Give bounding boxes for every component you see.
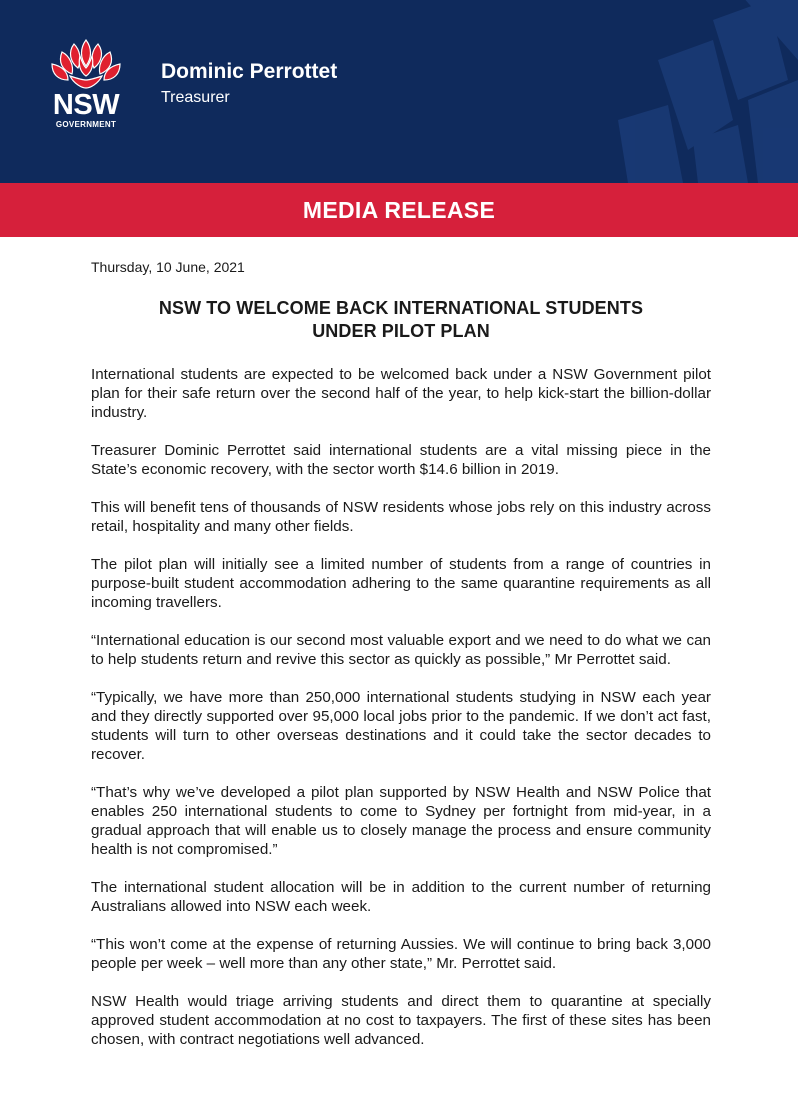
body-paragraph: The pilot plan will initially see a limited number of students from a range of countries in purpose-built student accommodation adhering to the same quarantine requirements as all incoming travellers.: [91, 556, 711, 611]
minister-name: Dominic Perrottet: [161, 60, 338, 83]
body-paragraph: The international student allocation will be in addition to the current number of returning Australians allowed into NSW each week.: [91, 879, 711, 915]
release-headline: [87, 297, 715, 343]
body-paragraph: NSW Health would triage arriving students and direct them to quarantine at specially approved student accommodation at no cost to taxpayers. The first of these sites has been chosen, with contract negotiations well advanced.: [91, 993, 711, 1048]
body-paragraph: Treasurer Dominic Perrottet said international students are a vital missing piece in the State’s economic recovery, with the sector worth $14.6 billion in 2019.: [91, 442, 711, 478]
waratah-icon: [40, 36, 132, 92]
banner-label: MEDIA RELEASE: [302, 196, 496, 223]
release-body: [91, 258, 711, 1068]
logo-subtext: GOVERNMENT: [55, 120, 117, 129]
release-date: Thursday, 10 June, 2021: [91, 259, 245, 275]
body-paragraph: “International education is our second most valuable export and we need to do what we can to help students return and revive this sector as quickly as possible,” Mr Perrottet said.: [91, 632, 711, 668]
body-paragraph: “Typically, we have more than 250,000 international students studying in NSW each year and they directly supported over 95,000 local jobs prior to the pandemic. If we don’t act fast, students will turn to other overseas destinations and it could take the sector decades to recover.: [91, 689, 711, 763]
minister-role: Treasurer: [161, 89, 230, 106]
logo-wordmark: NSW: [52, 89, 120, 121]
header: [0, 0, 798, 183]
media-release-banner: [0, 183, 798, 237]
body-paragraph: “That’s why we’ve developed a pilot plan supported by NSW Health and NSW Police that enables 250 international students to come to Sydney per fortnight from mid-year, in a gradual approach that will enable us to closely manage the process and ensure community health is not compromised.”: [91, 784, 711, 858]
waratah-watermark-icon: [498, 0, 798, 183]
body-paragraph: This will benefit tens of thousands of NSW residents whose jobs rely on this industry across retail, hospitality and many other fields.: [91, 499, 711, 535]
body-paragraph: International students are expected to be welcomed back under a NSW Government pilot plan for their safe return over the second half of the year, to help kick-start the billion-dollar industry.: [91, 366, 711, 421]
headline-line: NSW TO WELCOME BACK INTERNATIONAL STUDENTS: [158, 298, 644, 318]
headline-line: UNDER PILOT PLAN: [312, 321, 490, 341]
body-paragraph: “This won’t come at the expense of returning Aussies. We will continue to bring back 3,000 people per week – well more than any other state,” Mr. Perrottet said.: [91, 936, 711, 972]
nsw-government-logo: [40, 36, 132, 136]
